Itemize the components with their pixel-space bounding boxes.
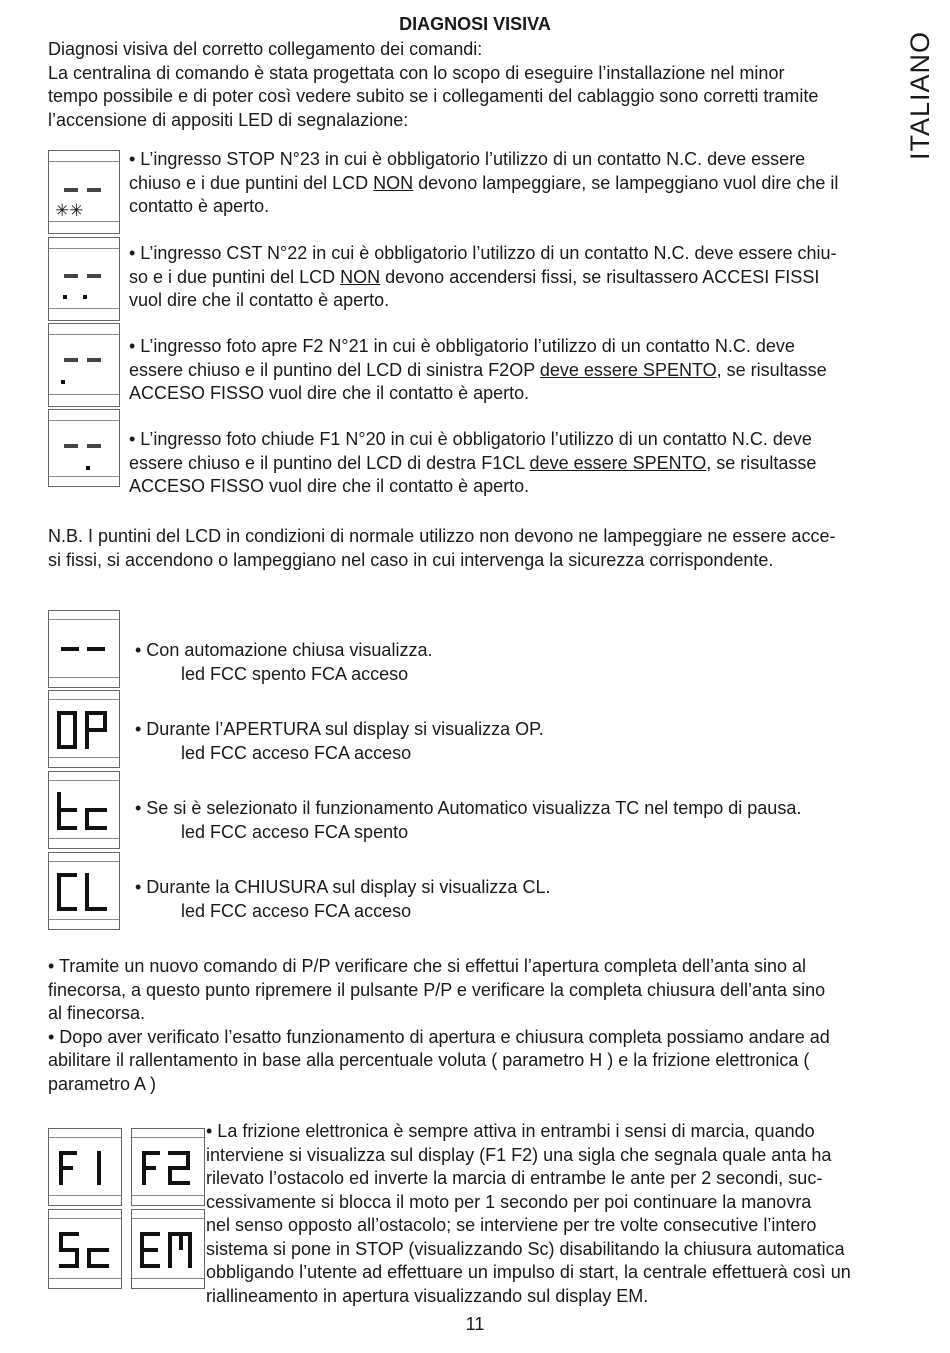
- note-line: si fissi, si accendono o lampeggiano nel caso in cui intervenga la sicurezza corrispondente.: [48, 549, 774, 570]
- input-cst-text: [129, 242, 919, 313]
- underlined-text: deve essere SPENTO: [539, 359, 717, 380]
- f1-display-icon: [49, 1129, 121, 1205]
- procedure-line: abilitare il rallentamento in base alla percentuale voluta ( parametro H ) e la frizione elettronica (: [48, 1050, 810, 1070]
- input-f2-text: [129, 335, 919, 406]
- friction-line: rilevato l’ostacolo ed inverte la marcia di entrambe le ante per 2 secondi, suc-: [206, 1168, 823, 1188]
- note-paragraph: [48, 525, 908, 572]
- underlined-text: NON: [373, 172, 414, 193]
- led-status: led FCC acceso FCA acceso: [181, 900, 412, 921]
- procedure-paragraph: [48, 955, 908, 1096]
- input-line: essere chiuso e il puntino del LCD di destra F1CL deve essere SPENTO, se risultasse: [129, 452, 817, 473]
- input-line: • L’ingresso CST N°22 in cui è obbligatorio l’utilizzo di un contatto N.C. deve essere chiu-: [129, 243, 837, 263]
- state-closing-text: • Durante la CHIUSURA sul display si visualizza CL. led FCC acceso FCA acceso: [135, 876, 915, 923]
- state-display-closed: [48, 610, 120, 688]
- led-status: led FCC spento FCA acceso: [181, 663, 409, 684]
- friction-paragraph: [206, 1120, 916, 1308]
- state-opening-text: • Durante l’APERTURA sul display si visualizza OP. led FCC acceso FCA acceso: [135, 718, 915, 765]
- friction-line: riallineamento in apertura visualizzando sul display EM.: [206, 1285, 649, 1306]
- sc-display-icon: [49, 1210, 121, 1288]
- op-display-icon: [49, 691, 119, 767]
- friction-line: interviene si visualizza sul display (F1 F2) una sigla che segnala quale anta ha: [206, 1144, 832, 1165]
- em-display-icon: [132, 1210, 204, 1288]
- friction-line: nel senso opposto all’ostacolo; se interviene per tre volte consecutive l’intero: [206, 1215, 817, 1235]
- lcd-f1cl-icon: [48, 409, 120, 487]
- cl-display-icon: [49, 853, 119, 929]
- intro-paragraph: [48, 38, 908, 132]
- input-line: ACCESO FISSO vuol dire che il contatto è aperto.: [129, 383, 530, 403]
- friction-line: • La frizione elettronica è sempre attiva in entrambi i sensi di marcia, quando: [206, 1121, 815, 1141]
- state-pause-text: • Se si è selezionato il funzionamento Automatico visualizza TC nel tempo di pausa. led FCC acceso FCA spento: [135, 797, 915, 844]
- led-status: led FCC acceso FCA acceso: [181, 742, 412, 763]
- page-title: DIAGNOSI VISIVA: [399, 14, 551, 34]
- friction-line: obbligando l’utente ad effettuare un impulso di start, la centrale effettuerà così un: [206, 1262, 851, 1282]
- input-line: chiuso e i due puntini del LCD NON devono lampeggiare, se lampeggiano vuol dire che il: [129, 172, 839, 193]
- friction-display-f2: [131, 1128, 205, 1206]
- intro-line: tempo possibile e di poter così vedere subito se i collegamenti del cablaggio sono corretti tramite: [48, 86, 819, 106]
- intro-line: l’accensione di appositi LED di segnalazione:: [48, 109, 409, 130]
- friction-display-em: [131, 1209, 205, 1289]
- state-display-pause: [48, 771, 120, 849]
- friction-line: cessivamente si blocca il moto per 1 secondo per poi continuare la manovra: [206, 1191, 812, 1212]
- input-line: ACCESO FISSO vuol dire che il contatto è aperto.: [129, 476, 530, 496]
- procedure-line: parametro A ): [48, 1073, 157, 1094]
- friction-display-f1: [48, 1128, 122, 1206]
- input-f1-text: [129, 428, 919, 499]
- procedure-line: • Tramite un nuovo comando di P/P verificare che si effettui l’apertura completa dell’anta sino al: [48, 956, 807, 976]
- input-line: vuol dire che il contatto è aperto.: [129, 290, 390, 310]
- dash-dash-display-icon: [49, 611, 119, 687]
- page-number: 11: [465, 1314, 485, 1334]
- intro-line: Diagnosi visiva del corretto collegamento dei comandi:: [48, 39, 483, 59]
- f2-display-icon: [132, 1129, 204, 1205]
- state-closed-text: • Con automazione chiusa visualizza. led FCC spento FCA acceso: [135, 639, 915, 686]
- input-line: • L’ingresso foto chiude F1 N°20 in cui è obbligatorio l’utilizzo di un contatto N.C. deve: [129, 429, 812, 449]
- language-side-label: ITALIANO: [905, 30, 935, 160]
- lcd-cst-icon: [48, 237, 120, 321]
- friction-line: sistema si pone in STOP (visualizzando Sc) disabilitando la chiusura automatica: [206, 1238, 845, 1259]
- intro-line: La centralina di comando è stata progettata con lo scopo di eseguire l’installazione nel minor: [48, 62, 785, 83]
- input-line: contatto è aperto.: [129, 196, 270, 216]
- input-line: • L’ingresso foto apre F2 N°21 in cui è obbligatorio l’utilizzo di un contatto N.C. deve: [129, 336, 795, 356]
- input-stop-text: [129, 148, 919, 219]
- friction-display-sc: [48, 1209, 122, 1289]
- led-status: led FCC acceso FCA spento: [181, 821, 409, 842]
- tc-display-icon: [49, 772, 119, 848]
- state-display-closing: [48, 852, 120, 930]
- input-line: • L’ingresso STOP N°23 in cui è obbligatorio l’utilizzo di un contatto N.C. deve essere: [129, 149, 806, 169]
- lcd-stop-icon: ✳✳: [48, 150, 120, 234]
- input-line: essere chiuso e il puntino del LCD di sinistra F2OP deve essere SPENTO, se risultasse: [129, 359, 827, 380]
- input-line: so e i due puntini del LCD NON devono accendersi fissi, se risultassero ACCESI FISSI: [129, 266, 820, 287]
- underlined-text: deve essere SPENTO: [529, 452, 707, 473]
- lcd-f2op-icon: [48, 323, 120, 407]
- procedure-line: finecorsa, a questo punto ripremere il pulsante P/P e verificare la completa chiusura dell’anta sino: [48, 979, 826, 1000]
- procedure-line: • Dopo aver verificato l’esatto funzionamento di apertura e chiusura completa possiamo andare ad: [48, 1026, 830, 1047]
- procedure-line: al finecorsa.: [48, 1003, 146, 1023]
- note-line: N.B. I puntini del LCD in condizioni di normale utilizzo non devono ne lampeggiare ne essere acce-: [48, 526, 836, 546]
- underlined-text: NON: [340, 266, 381, 287]
- state-display-opening: [48, 690, 120, 768]
